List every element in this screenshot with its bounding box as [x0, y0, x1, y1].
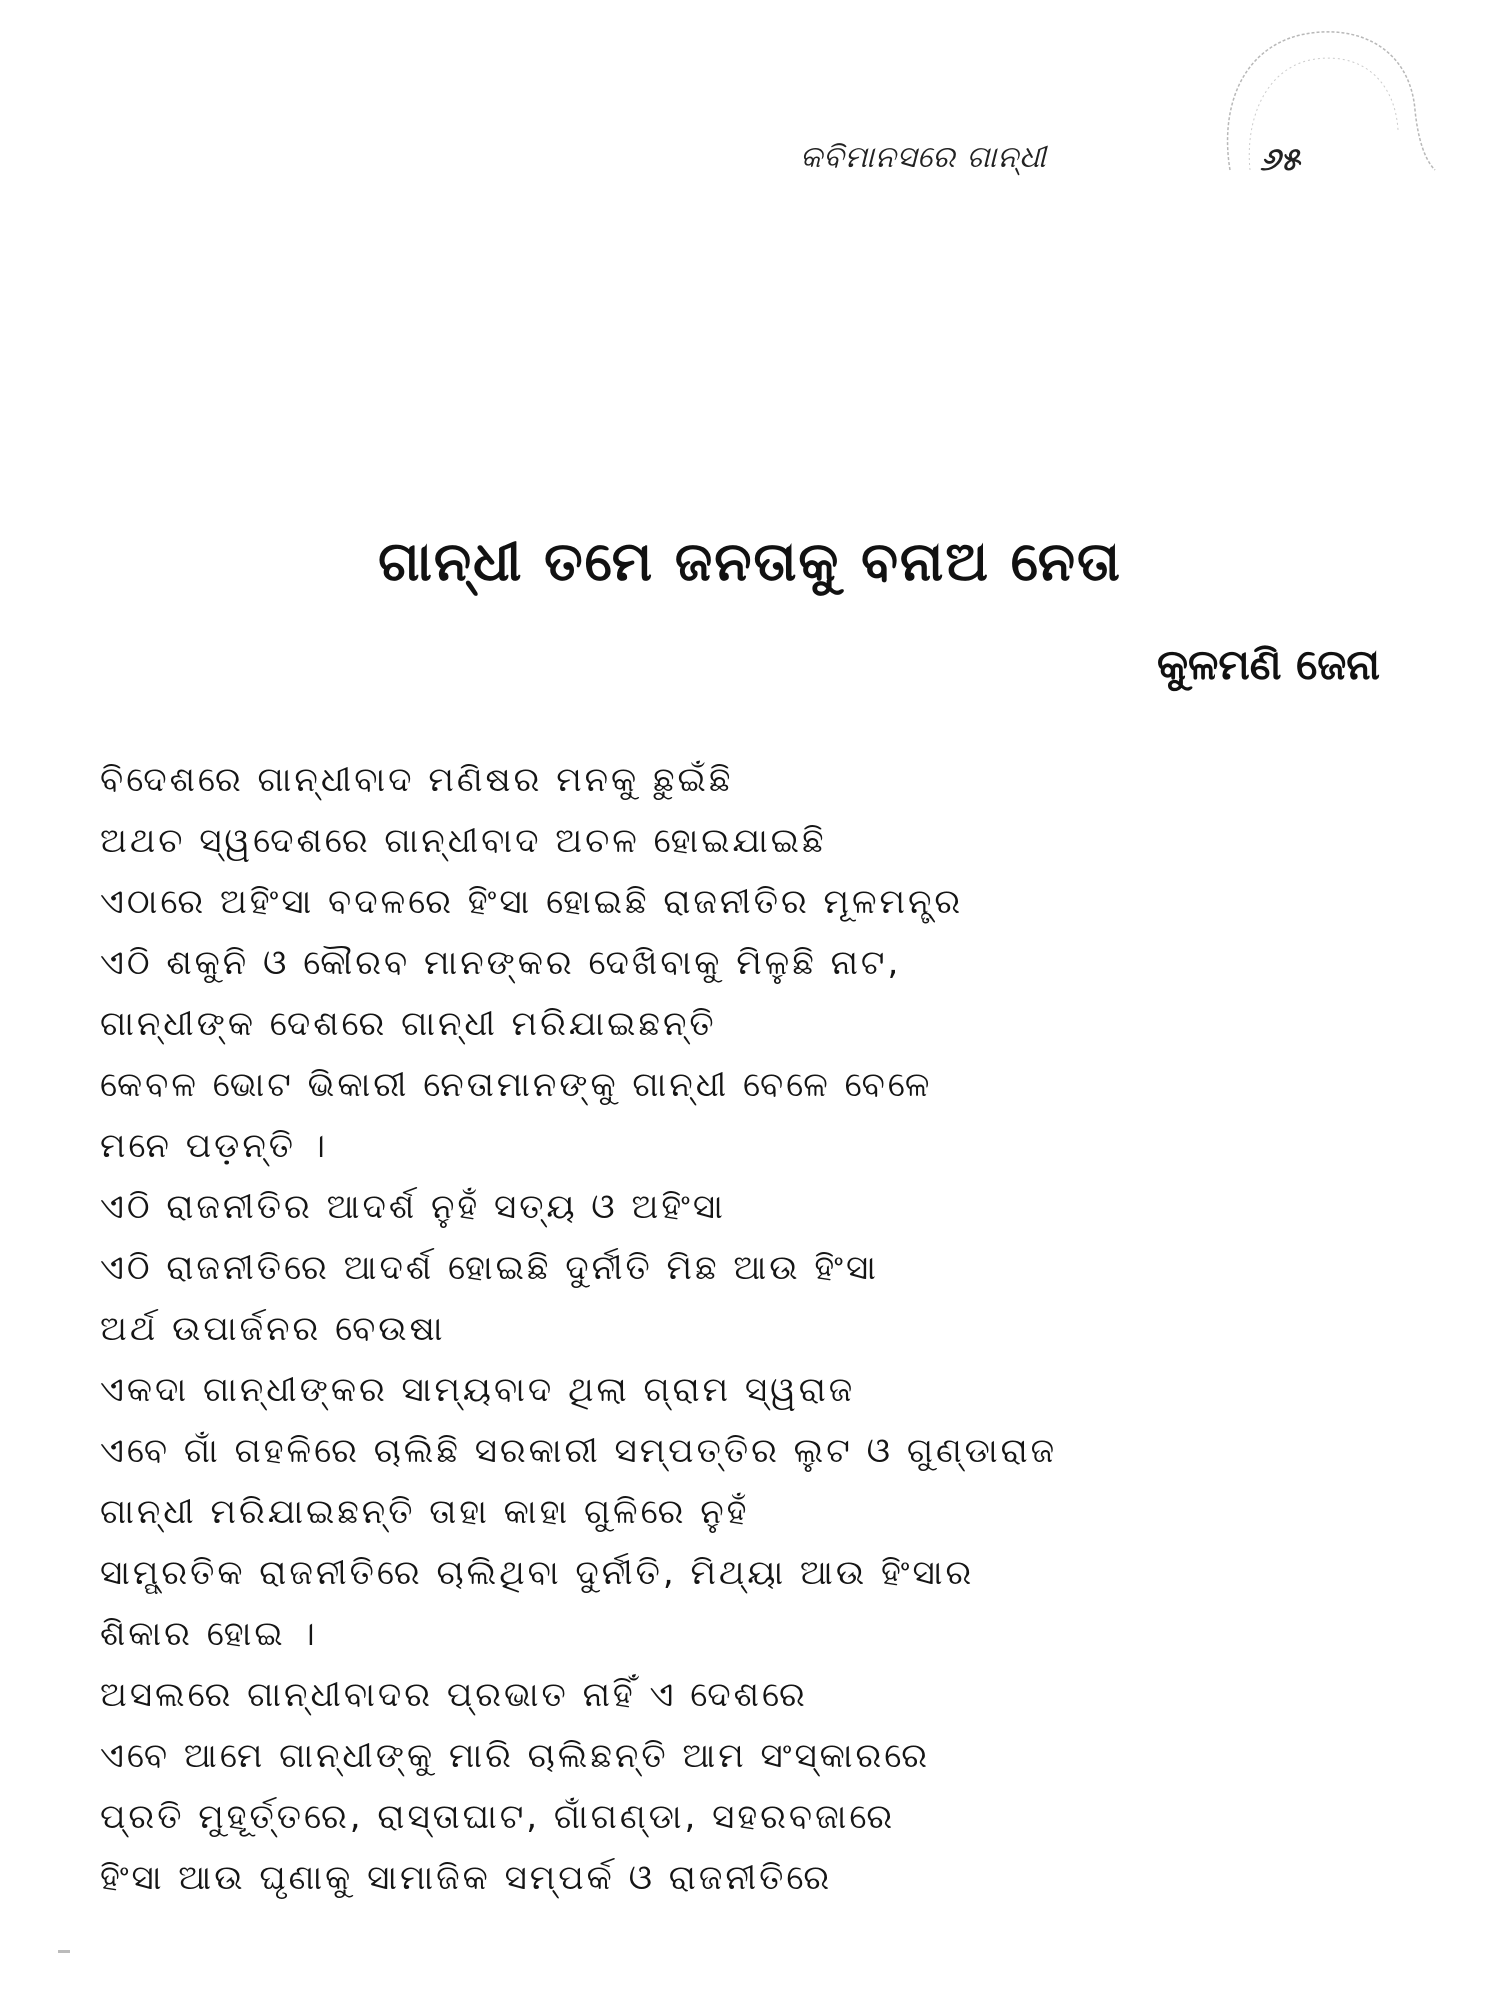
poem-line: କେବଳ ଭୋଟ ଭିକାରୀ ନେତାମାନଙ୍କୁ ଗାନ୍ଧୀ ବେଳେ ବେଳେ — [100, 1065, 933, 1105]
poem-line: ଏକଦା ଗାନ୍ଧୀଙ୍କର ସାମ୍ୟବାଦ ଥିଲା ଗ୍ରାମ ସ୍ୱରାଜ — [100, 1370, 856, 1410]
poem-line: ହିଂସା ଆଉ ଘୃଣାକୁ ସାମାଜିକ ସମ୍ପର୍କ ଓ ରାଜନୀତିରେ — [100, 1858, 833, 1898]
poem-line: ଗାନ୍ଧୀ ମରିଯାଇଛନ୍ତି ତାହା କାହା ଗୁଳିରେ ନୁହଁ — [100, 1492, 750, 1532]
running-title: କବିମାନସରେ ଗାନ୍ଧୀ — [800, 140, 1047, 175]
poem-line: ଏଠି ଶକୁନି ଓ କୌରବ ମାନଙ୍କର ଦେଖିବାକୁ ମିଳୁଛି ନାଟ, — [100, 943, 902, 983]
poem-line: ଏଠି ରାଜନୀତିରେ ଆଦର୍ଶ ହୋଇଛି ଦୁର୍ନୀତି ମିଛ ଆଉ ହିଂସା — [100, 1248, 879, 1288]
poem-line: ପ୍ରତି ମୁହୂର୍ତ୍ତରେ, ରାସ୍ତାଘାଟ, ଗାଁଗଣ୍ଡା, ସହରବଜାରେ — [100, 1797, 896, 1837]
poem-line: ଅଥଚ ସ୍ୱଦେଶରେ ଗାନ୍ଧୀବାଦ ଅଚଳ ହୋଇଯାଇଛି — [100, 821, 827, 861]
poem-line: ମନେ ପଡ଼ନ୍ତି । — [100, 1126, 329, 1166]
poem-line: ଗାନ୍ଧୀଙ୍କ ଦେଶରେ ଗାନ୍ଧୀ ମରିଯାଇଛନ୍ତି — [100, 1004, 717, 1044]
scan-speck — [58, 1950, 70, 1953]
poem-line: ବିଦେଶରେ ଗାନ୍ଧୀବାଦ ମଣିଷର ମନକୁ ଛୁଇଁଛି — [100, 760, 734, 800]
poem-line: ସାମ୍ପ୍ରତିକ ରାଜନୀତିରେ ଚାଲିଥିବା ଦୁର୍ନୀତି, ମିଥ୍ୟା ଆଉ ହିଂସାର — [100, 1553, 975, 1593]
poem-line: ଅର୍ଥ ଉପାର୍ଜନର ବେଉଷା — [100, 1309, 446, 1349]
poem-title: ଗାନ୍ଧୀ ତମେ ଜନତାକୁ ବନାଅ ନେତା — [378, 530, 1122, 593]
poem-author: କୁଳମଣି ଜେନା — [1157, 640, 1380, 689]
poem-line: ଏବେ ଆମେ ଗାନ୍ଧୀଙ୍କୁ ମାରି ଚାଲିଛନ୍ତି ଆମ ସଂସ୍କାରରେ — [100, 1736, 931, 1776]
page-number: ୬୫ — [1260, 140, 1301, 178]
poem-line: ଏବେ ଗାଁ ଗହଳିରେ ଚାଲିଛି ସରକାରୀ ସମ୍ପତ୍ତିର ଲୁଟ ଓ ଗୁଣ୍ଡାରାଜ — [100, 1431, 1058, 1471]
poem-line: ଏଠାରେ ଅହିଂସା ବଦଳରେ ହିଂସା ହୋଇଛି ରାଜନୀତିର ମୂଳମନ୍ତ୍ର — [100, 882, 964, 922]
poem-body — [100, 750, 1420, 1909]
faint-stamp-mark — [1210, 10, 1440, 180]
poem-line: ଅସଲରେ ଗାନ୍ଧୀବାଦର ପ୍ରଭାତ ନାହିଁ ଏ ଦେଶରେ — [100, 1675, 808, 1715]
poem-line: ଶିକାର ହୋଇ । — [100, 1614, 318, 1654]
poem-line: ଏଠି ରାଜନୀତିର ଆଦର୍ଶ ନୁହଁ ସତ୍ୟ ଓ ଅହିଂସା — [100, 1187, 726, 1227]
